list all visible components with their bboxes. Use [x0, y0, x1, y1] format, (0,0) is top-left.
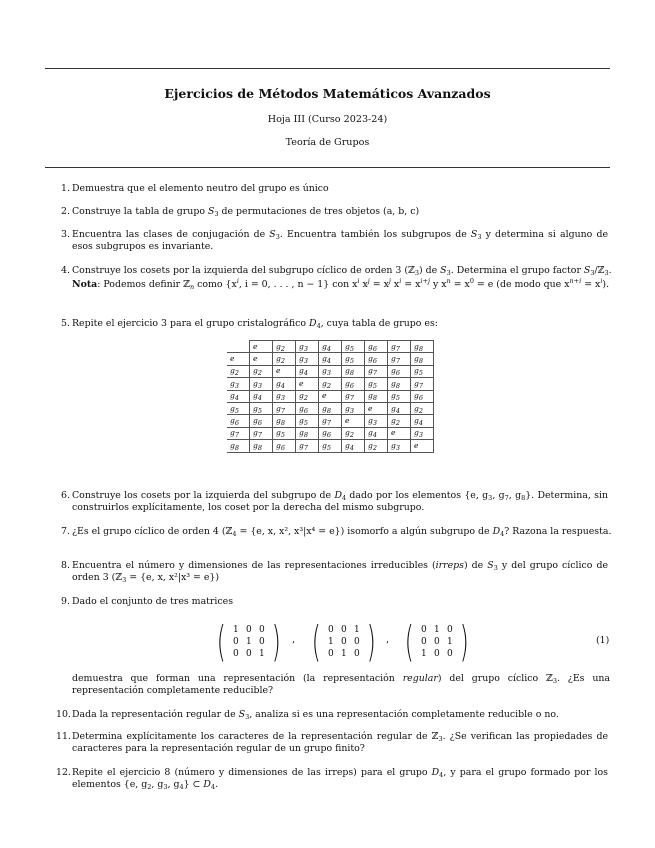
table-row-header: $g_5$	[227, 402, 250, 414]
table-row-header: $g_6$	[227, 415, 250, 427]
table-cell: $g_6$	[342, 378, 365, 390]
matrix-entry: 0	[447, 649, 453, 659]
table-corner	[227, 341, 250, 353]
exercise-7: 7. ¿Es el grupo cíclico de orden 4 (ℤ$_4$ = {e, x, x², x³|x⁴ = e}) isomorfo a algún subgrupo de $D_4$? Razona la respuesta.	[61, 526, 612, 538]
table-cell: $g_8$	[273, 415, 296, 427]
table-cell: $g_2$	[250, 365, 273, 377]
matrix-entry: 0	[447, 625, 453, 635]
exercise-1: 1. Demuestra que el elemento neutro del grupo es único	[61, 183, 329, 194]
table-cell: $g_6$	[250, 415, 273, 427]
table-cell: $g_7$	[250, 427, 273, 439]
table-header-cell: $g_2$	[273, 341, 296, 353]
table-cell: $g_3$	[411, 427, 434, 439]
page-title: Ejercicios de Métodos Matemáticos Avanzados	[164, 86, 491, 101]
table-row	[227, 415, 434, 427]
table-cell: e	[388, 427, 411, 439]
table-cell: $g_8$	[250, 440, 273, 452]
table-cell: $g_6$	[388, 365, 411, 377]
matrix-entry: 0	[434, 637, 440, 647]
equation-number: (1)	[596, 635, 610, 646]
table-cell: $g_8$	[319, 402, 342, 414]
table-header-cell: $g_4$	[319, 341, 342, 353]
table-cell: $g_4$	[365, 427, 388, 439]
table-header-cell: $g_8$	[411, 341, 434, 353]
exercise-6: 6. Construye los cosets por la izquierda del subgrupo de $D_4$ dado por los elementos {e, $g_3$, $g_7$, $g_8$}. Determina, sin construirlos explícitamente, los coset por la derecha del mismo subgrupo.	[61, 490, 609, 514]
table-cell: $g_4$	[342, 440, 365, 452]
table-cell: e	[365, 402, 388, 414]
topic-subtitle: Teoría de Grupos	[285, 137, 370, 148]
exercise-11: 11. Determina explícitamente los caracteres de la representación regular de ℤ$_3$. ¿Se verifican las propiedades de caracteres para la representación regular de un grupo finito?	[56, 731, 608, 755]
matrix-entry: 0	[341, 637, 347, 647]
matrix-entry: 0	[259, 637, 265, 647]
table-cell: $g_4$	[250, 390, 273, 402]
table-cell: $g_7$	[296, 440, 319, 452]
table-cell: $g_5$	[319, 440, 342, 452]
table-cell: $g_5$	[273, 427, 296, 439]
exercise-9: 9. Dado el conjunto de tres matrices	[61, 596, 234, 607]
matrix-entry: 1	[328, 637, 334, 647]
table-cell: $g_4$	[319, 353, 342, 365]
table-cell: $g_3$	[296, 353, 319, 365]
exercise-12: 12. Repite el ejercicio 8 (número y dimensiones de las irreps) para el grupo $D_4$, y para el grupo formado por los elementos {e, $g_2$, $g_3$, $g_4$} ⊂ $D_4$.	[56, 767, 608, 792]
table-cell: e	[250, 353, 273, 365]
table-cell: $g_4$	[411, 415, 434, 427]
table-cell: e	[342, 415, 365, 427]
table-cell: $g_6$	[273, 440, 296, 452]
matrix-entry: 0	[434, 649, 440, 659]
matrix-entry: 0	[233, 649, 239, 659]
matrix-entry: 1	[341, 649, 347, 659]
d4-group-table	[227, 340, 434, 453]
table-cell: $g_3$	[273, 390, 296, 402]
table-cell: $g_2$	[365, 440, 388, 452]
table-cell: $g_5$	[365, 378, 388, 390]
matrix-entry: 1	[354, 625, 360, 635]
table-cell: $g_6$	[319, 427, 342, 439]
matrix-entry: 0	[259, 625, 265, 635]
table-cell: $g_7$	[365, 365, 388, 377]
table-row	[227, 365, 434, 377]
matrix-entry: 0	[328, 649, 334, 659]
exercise-4-note: Nota: Podemos definir ℤ$_n$ como {$x^i$, i = 0, . . . , n − 1} con $x^i$ $x^j = x^j$ $x^i = x^{i+j}$ y $x^n = x^0 = e$ (de modo que $x^{n+i} = x^i$).	[72, 277, 610, 291]
matrix-entry: 0	[328, 625, 334, 635]
table-cell: $g_7$	[319, 415, 342, 427]
sheet-subtitle: Hoja III (Curso 2023-24)	[267, 114, 388, 125]
table-header-cell: $g_5$	[342, 341, 365, 353]
table-header-cell: e	[250, 341, 273, 353]
table-row-header: $g_2$	[227, 365, 250, 377]
matrix-entry: 1	[246, 637, 252, 647]
matrix-cyclic-2: ( 0 1 0 0 0 1 1 0 0 )	[404, 617, 470, 666]
table-cell: $g_8$	[411, 353, 434, 365]
exercise-8: 8. Encuentra el número y dimensiones de las representaciones irreducibles (irreps) de $S_3$ y del grupo cíclico de orden 3 (ℤ$_3$ = {e, x, x²|x³ = e})	[61, 560, 608, 585]
table-cell: $g_5$	[388, 390, 411, 402]
matrix-entry: 0	[354, 637, 360, 647]
table-cell: $g_3$	[342, 402, 365, 414]
table-cell: $g_6$	[411, 390, 434, 402]
table-cell: $g_2$	[388, 415, 411, 427]
table-row	[227, 440, 434, 452]
exercise-4: 4. Construye los cosets por la izquierda del subgrupo cíclico de orden 3 (ℤ$_3$) de $S_3$. Determina el grupo factor $S_3/ℤ_3$.	[61, 265, 612, 277]
matrix-entry: 1	[434, 625, 440, 635]
table-cell: $g_2$	[319, 378, 342, 390]
table-row	[227, 378, 434, 390]
matrix-entry: 1	[447, 637, 453, 647]
table-cell: e	[296, 378, 319, 390]
table-cell: $g_3$	[388, 440, 411, 452]
table-row-header: $g_3$	[227, 378, 250, 390]
table-cell: $g_4$	[296, 365, 319, 377]
matrix-entry: 1	[233, 625, 239, 635]
table-cell: $g_7$	[388, 353, 411, 365]
matrix-entry: 1	[259, 649, 265, 659]
table-row	[227, 390, 434, 402]
matrix-cyclic-1: ( 0 0 1 1 0 0 0 1 0 )	[311, 617, 377, 666]
matrix-entry: 0	[341, 625, 347, 635]
table-cell: $g_2$	[296, 390, 319, 402]
table-cell: $g_5$	[411, 365, 434, 377]
table-cell: $g_8$	[296, 427, 319, 439]
table-cell: $g_5$	[342, 353, 365, 365]
table-cell: $g_8$	[365, 390, 388, 402]
table-cell: $g_6$	[365, 353, 388, 365]
table-cell: $g_5$	[250, 402, 273, 414]
table-cell: $g_4$	[273, 378, 296, 390]
matrix-entry: 1	[421, 649, 427, 659]
table-cell: $g_2$	[273, 353, 296, 365]
table-cell: e	[411, 440, 434, 452]
table-header-cell: $g_3$	[296, 341, 319, 353]
matrix-entry: 0	[354, 649, 360, 659]
matrix-entry: 0	[233, 637, 239, 647]
table-cell: $g_2$	[411, 402, 434, 414]
table-cell: $g_2$	[342, 427, 365, 439]
exercise-9-continuation: demuestra que forman una representación (la representación regular) del grupo cíclico ℤ$_3$. ¿Es una representación completamente reducible?	[72, 673, 611, 697]
table-cell: e	[273, 365, 296, 377]
table-cell: $g_3$	[319, 365, 342, 377]
table-cell: e	[319, 390, 342, 402]
table-cell: $g_6$	[296, 402, 319, 414]
table-row-header: e	[227, 353, 250, 365]
header-rule	[45, 167, 610, 168]
table-header-cell: $g_6$	[365, 341, 388, 353]
exercise-3: 3. Encuentra las clases de conjugación de $S_3$. Encuentra también los subgrupos de $S_3$ y determina si alguno de esos subgrupos es invariante.	[61, 229, 608, 253]
table-row	[227, 427, 434, 439]
table-cell: $g_5$	[296, 415, 319, 427]
table-row	[227, 402, 434, 414]
top-rule	[45, 68, 610, 69]
table-row-header: $g_7$	[227, 427, 250, 439]
table-cell: $g_8$	[388, 378, 411, 390]
exercise-2: 2. Construye la tabla de grupo $S_3$ de permutaciones de tres objetos (a, b, c)	[61, 206, 420, 218]
matrix-entry: 0	[246, 625, 252, 635]
exercise-5: 5. Repite el ejercicio 3 para el grupo cristalográfico $D_4$, cuya tabla de grupo es:	[61, 318, 438, 330]
table-cell: $g_3$	[365, 415, 388, 427]
table-cell: $g_8$	[342, 365, 365, 377]
table-row-header: $g_4$	[227, 390, 250, 402]
matrix-entry: 0	[246, 649, 252, 659]
table-row	[227, 353, 434, 365]
matrix-entry: 0	[421, 625, 427, 635]
matrix-identity: ( 1 0 0 0 1 0 0 0 1 )	[216, 617, 282, 666]
table-row-header: $g_8$	[227, 440, 250, 452]
matrix-entry: 0	[421, 637, 427, 647]
table-cell: $g_7$	[411, 378, 434, 390]
table-header-cell: $g_7$	[388, 341, 411, 353]
exercise-10: 10. Dada la representación regular de $S_3$, analiza si es una representación completamente reducible o no.	[56, 709, 559, 721]
table-cell: $g_7$	[342, 390, 365, 402]
table-cell: $g_3$	[250, 378, 273, 390]
table-cell: $g_7$	[273, 402, 296, 414]
table-cell: $g_4$	[388, 402, 411, 414]
